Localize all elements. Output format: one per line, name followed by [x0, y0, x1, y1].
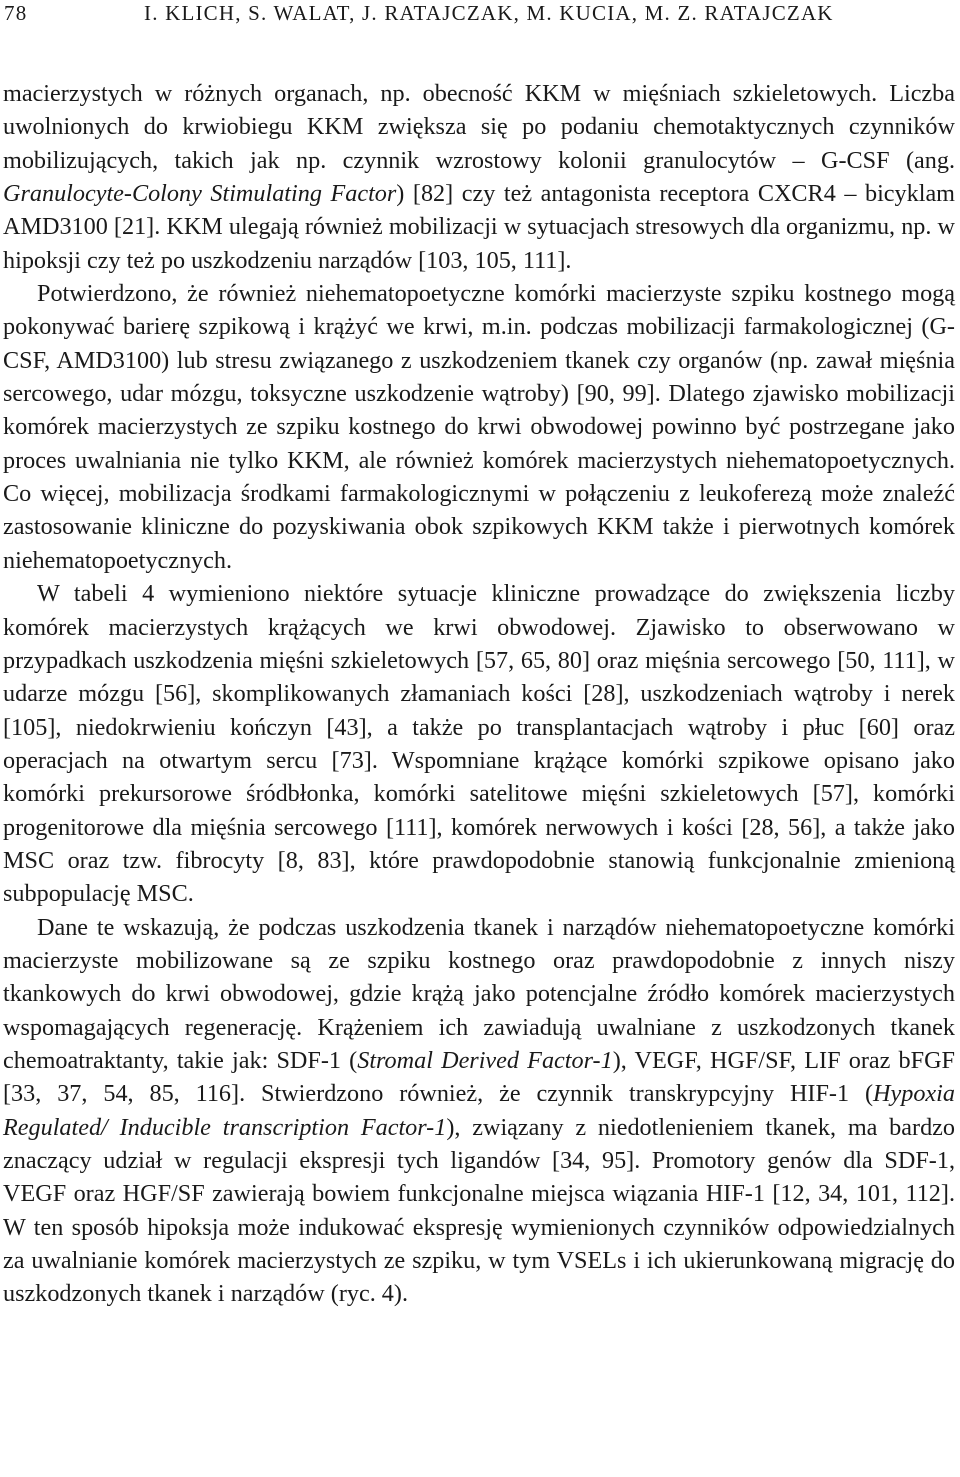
paragraph-4-italic-term-1: Stromal Derived Factor-1: [357, 1046, 613, 1074]
header-authors: I. KLICH, S. WALAT, J. RATAJCZAK, M. KUCIA, M. Z. RATAJCZAK: [144, 1, 834, 25]
paragraph-4-italic-term-2: Hypoxia Regulated/ Inducible transcription Factor-1: [3, 1080, 955, 1141]
page-number: 78: [4, 1, 28, 25]
paragraph-1-italic-term: Granulocyte-Colony Stimulating Factor: [3, 180, 397, 208]
paragraph-1: [3, 77, 955, 277]
paragraph-1-text-a: macierzystych w różnych organach, np. obecność KKM w mięśniach szkieletowych. Liczba uwolnionych do krwiobiegu KKM zwiększa się po podaniu chemotaktycznych czynników mobilizujących, takich jak np. czynnik wzrostowy kolonii granulocytów – G-CSF (ang.: [3, 80, 955, 174]
paragraph-4-text-c: ), związany z niedotlenieniem tkanek, ma bardzo znaczący udział w regulacji ekspresji tych ligandów [34, 95]. Promotory genów dla SDF-1, VEGF oraz HGF/SF zawierają bowiem funkcjonalne miejsca wiązania HIF-1 [12, 34, 101, 112]. W ten sposób hipoksja może indukować ekspresję wymienionych czynników odpowiedzialnych za uwalnianie komórek macierzystych ze szpiku, w tym VSELs i ich ukierunkowaną migrację do uszkodzonych tkanek i narządów (ryc. 4).: [3, 1113, 955, 1308]
paragraph-4-text-a: Dane te wskazują, że podczas uszkodzenia tkanek i narządów niehematopoetyczne komórki macierzyste mobilizowane są ze szpiku kostnego oraz prawdopodobnie z innych niszy tkankowych do krwi obwodowej, gdzie krążą jako potencjalne źródło komórek macierzystych wspomagających regenerację. Krążeniem ich zawiadują uwalniane z uszkodzonych tkanek chemoatraktanty, takie jak: SDF-1 (: [3, 913, 955, 1074]
paragraph-1-text-b: ) [82] czy też antagonista receptora CXCR4 – bicyklam AMD3100 [21]. KKM ulegają również mobilizacji w sytuacjach stresowych dla organizmu, np. w hipoksji czy też po uszkodzeniu narządów [103, 105, 111].: [3, 180, 955, 274]
body-text: [3, 77, 955, 1311]
paragraph-4-text-b: ), VEGF, HGF/SF, LIF oraz bFGF [33, 37, 54, 85, 116]. Stwierdzono również, że czynnik transkrypcyjny HIF-1 (: [3, 1046, 956, 1108]
running-header: [4, 0, 954, 26]
paragraph-3: W tabeli 4 wymieniono niektóre sytuacje kliniczne prowadzące do zwiększenia liczby komórek macierzystych krążących we krwi obwodowej. Zjawisko to obserwowano w przypadkach uszkodzenia mięśni szkieletowych [57, 65, 80] oraz mięśnia sercowego [50, 111], w udarze mózgu [56], skomplikowanych złamaniach kości [28], uszkodzeniach wątroby i nerek [105], niedokrwieniu kończyn [43], a także po transplantacjach wątroby i płuc [60] oraz operacjach na otwartym sercu [73]. Wspomniane krążące komórki szpikowe opisano jako komórki prekursorowe śródbłonka, komórki satelitowe mięśni szkieletowych [57], komórki progenitorowe dla mięśnia sercowego [111], komórek nerwowych i kości [28, 56], a także jako MSC oraz tzw. fibrocyty [8, 83], które prawdopodobnie stanowią funkcjonalnie zmienioną subpopulację MSC.: [3, 580, 955, 908]
paragraph-4: [3, 911, 955, 1311]
paragraph-2: Potwierdzono, że również niehematopoetyczne komórki macierzyste szpiku kostnego mogą pokonywać barierę szpikową i krążyć we krwi, m.in. podczas mobilizacji farmakologicznej (G-CSF, AMD3100) lub stresu związanego z uszkodzeniem tkanek czy organów (np. zawał mięśnia sercowego, udar mózgu, toksyczne uszkodzenie wątroby) [90, 99]. Dlatego zjawisko mobilizacji komórek macierzystych ze szpiku kostnego do krwi obwodowej powinno być postrzegane jako proces uwalniania nie tylko KKM, ale również komórek macierzystych niehematopoetycznych. Co więcej, mobilizacja środkami farmakologicznymi w połączeniu z leukoferezą może znaleźć zastosowanie kliniczne do pozyskiwania obok szpikowych KKM także i pierwotnych komórek niehematopoetycznych.: [3, 280, 955, 574]
